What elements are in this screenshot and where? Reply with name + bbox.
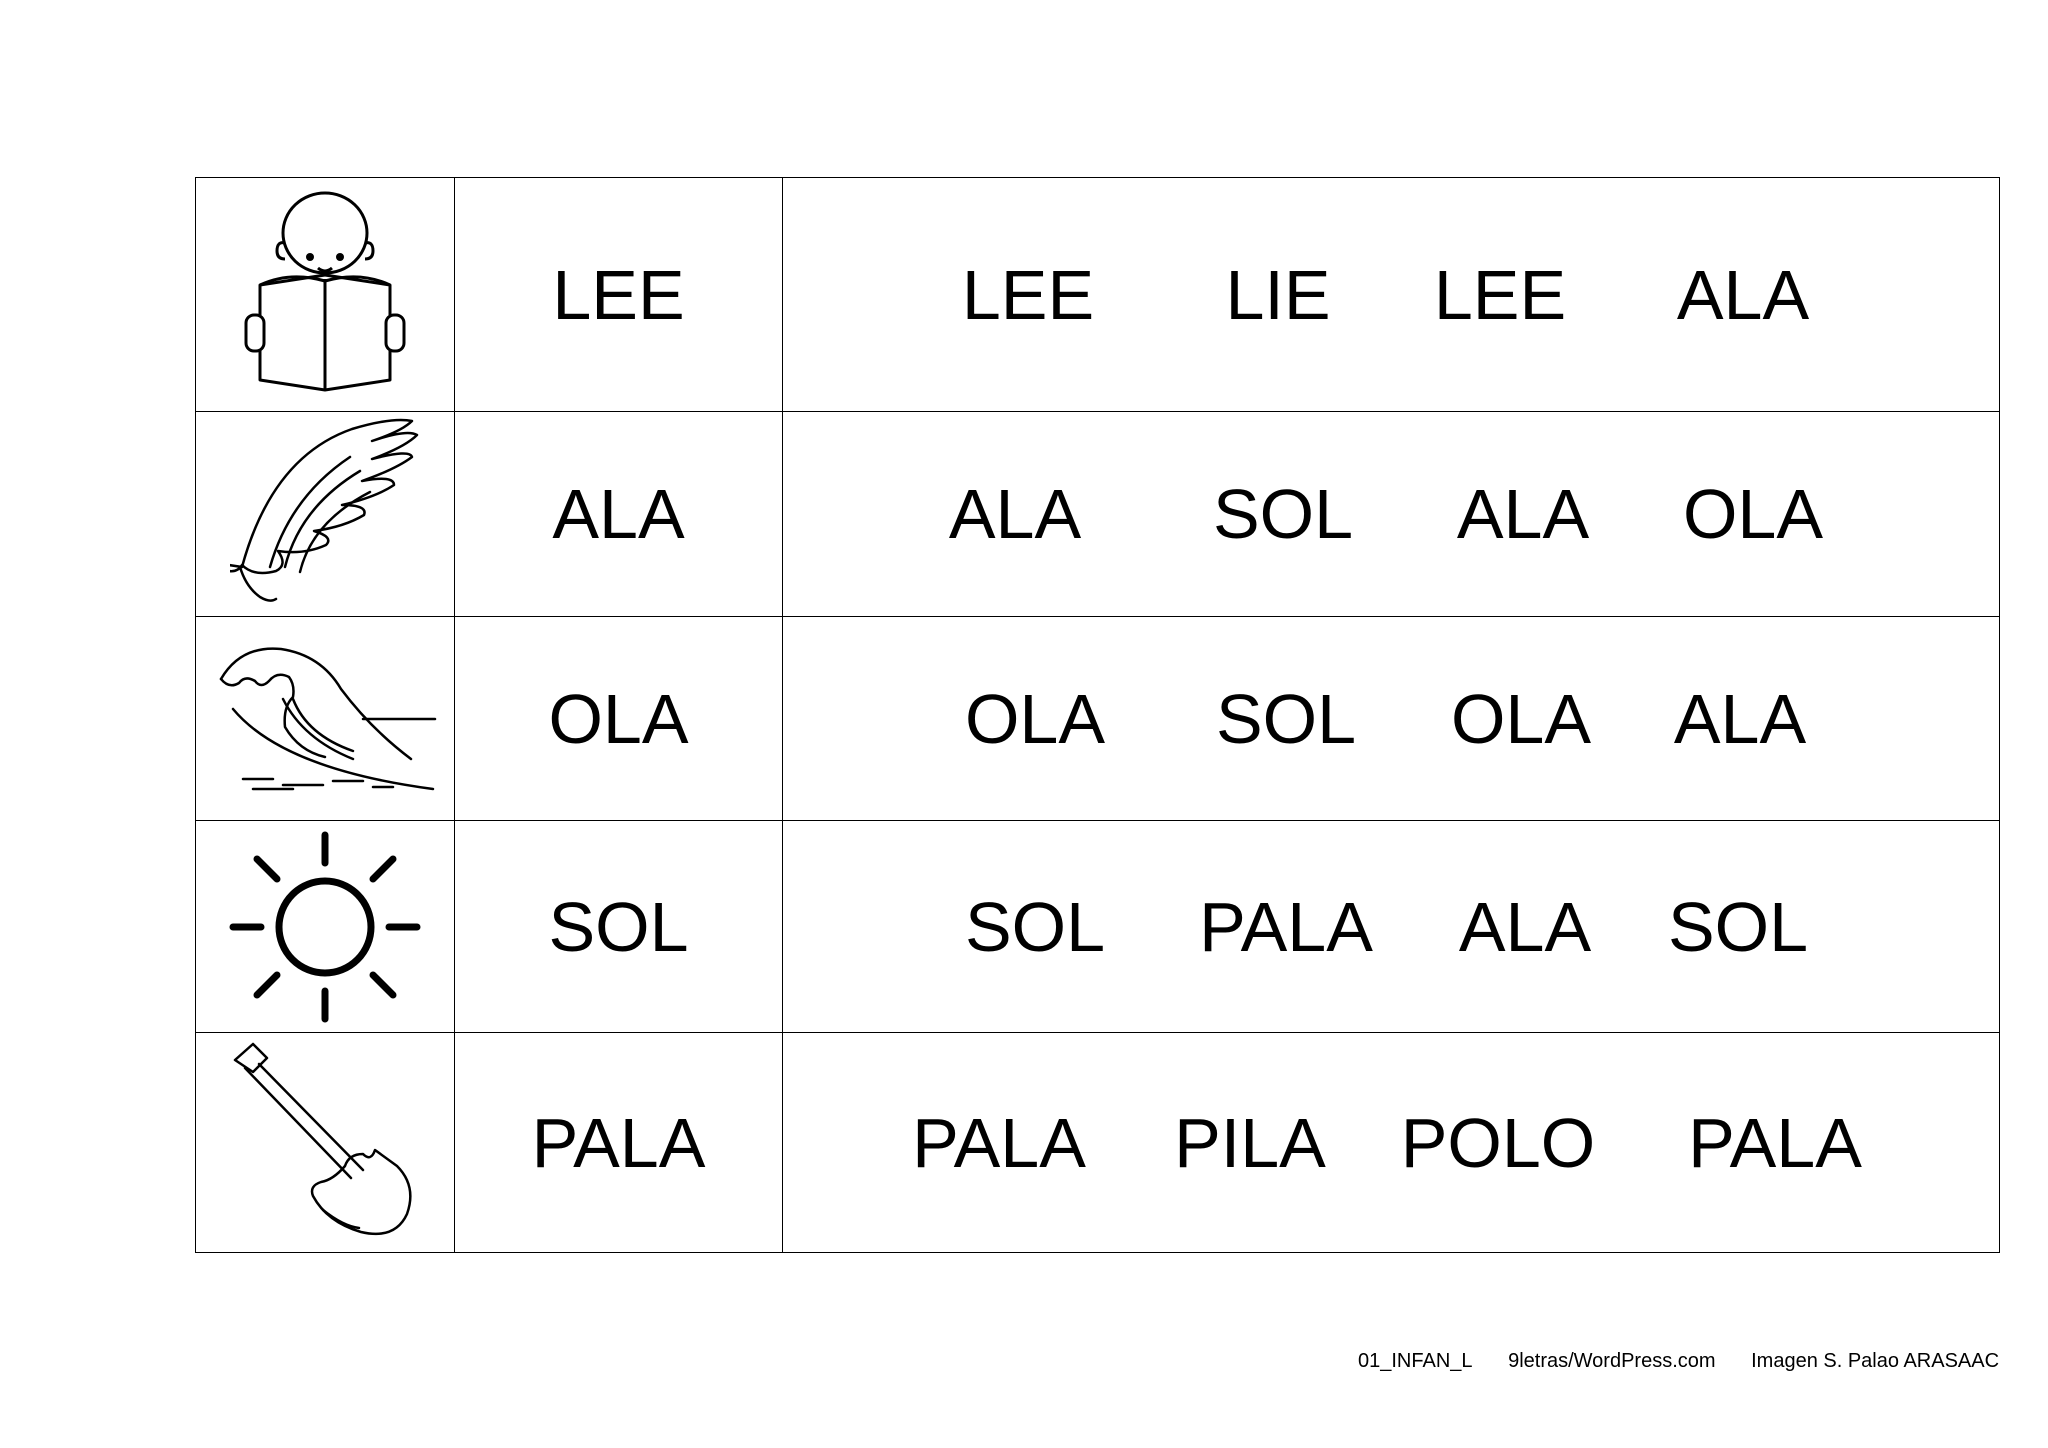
option-word: PALA [1199, 887, 1373, 966]
option-word: SOL [1215, 679, 1357, 758]
target-word-cell [455, 412, 783, 617]
option-word: ALA [948, 475, 1082, 553]
sun-icon [225, 827, 425, 1027]
option-word: SOL [1212, 475, 1354, 553]
wave-icon [213, 639, 438, 799]
option-word: ALA [1458, 887, 1592, 966]
target-word: SOL [548, 887, 689, 966]
option-word: PILA [1174, 1103, 1326, 1182]
option-word: ALA [1456, 475, 1590, 553]
options-cell [783, 617, 2000, 821]
option-word: OLA [964, 679, 1106, 758]
option-word: ALA [1673, 679, 1807, 758]
target-word-cell [455, 178, 783, 412]
target-word: OLA [548, 679, 689, 758]
option-word: OLA [1450, 679, 1592, 758]
options-cell [783, 178, 2000, 412]
table-row [196, 1033, 2000, 1253]
option-word: OLA [1682, 475, 1824, 553]
option-word: LEE [961, 255, 1095, 334]
option-word: LEE [1433, 255, 1567, 334]
target-word: LEE [552, 255, 685, 334]
footer-credit: Imagen S. Palao ARASAAC [1751, 1350, 2000, 1372]
picture-cell [196, 178, 455, 412]
table-row [196, 412, 2000, 617]
shovel-icon [225, 1038, 425, 1248]
picture-cell [196, 1033, 455, 1253]
reading-child-icon [240, 185, 410, 405]
target-word-cell [455, 617, 783, 821]
target-word: PALA [531, 1103, 706, 1182]
footer-credits [1358, 1350, 1999, 1373]
options-cell [783, 412, 2000, 617]
option-word: PALA [912, 1103, 1086, 1182]
options-cell [783, 1033, 2000, 1253]
wing-icon [230, 417, 420, 612]
target-word-cell [455, 821, 783, 1033]
option-word: SOL [1667, 887, 1809, 966]
option-word: LIE [1225, 255, 1331, 334]
footer-code: 01_INFAN_L [1358, 1350, 1473, 1372]
picture-cell [196, 821, 455, 1033]
option-word: SOL [964, 887, 1106, 966]
picture-cell [196, 412, 455, 617]
option-word: POLO [1400, 1103, 1596, 1182]
target-word-cell [455, 1033, 783, 1253]
table-row [196, 617, 2000, 821]
picture-cell [196, 617, 455, 821]
option-word: PALA [1688, 1103, 1862, 1182]
options-cell [783, 821, 2000, 1033]
worksheet-table [195, 177, 2000, 1253]
footer-site: 9letras/WordPress.com [1508, 1350, 1716, 1372]
option-word: ALA [1676, 255, 1810, 334]
table-row [196, 821, 2000, 1033]
table-row [196, 178, 2000, 412]
target-word: ALA [552, 475, 685, 553]
